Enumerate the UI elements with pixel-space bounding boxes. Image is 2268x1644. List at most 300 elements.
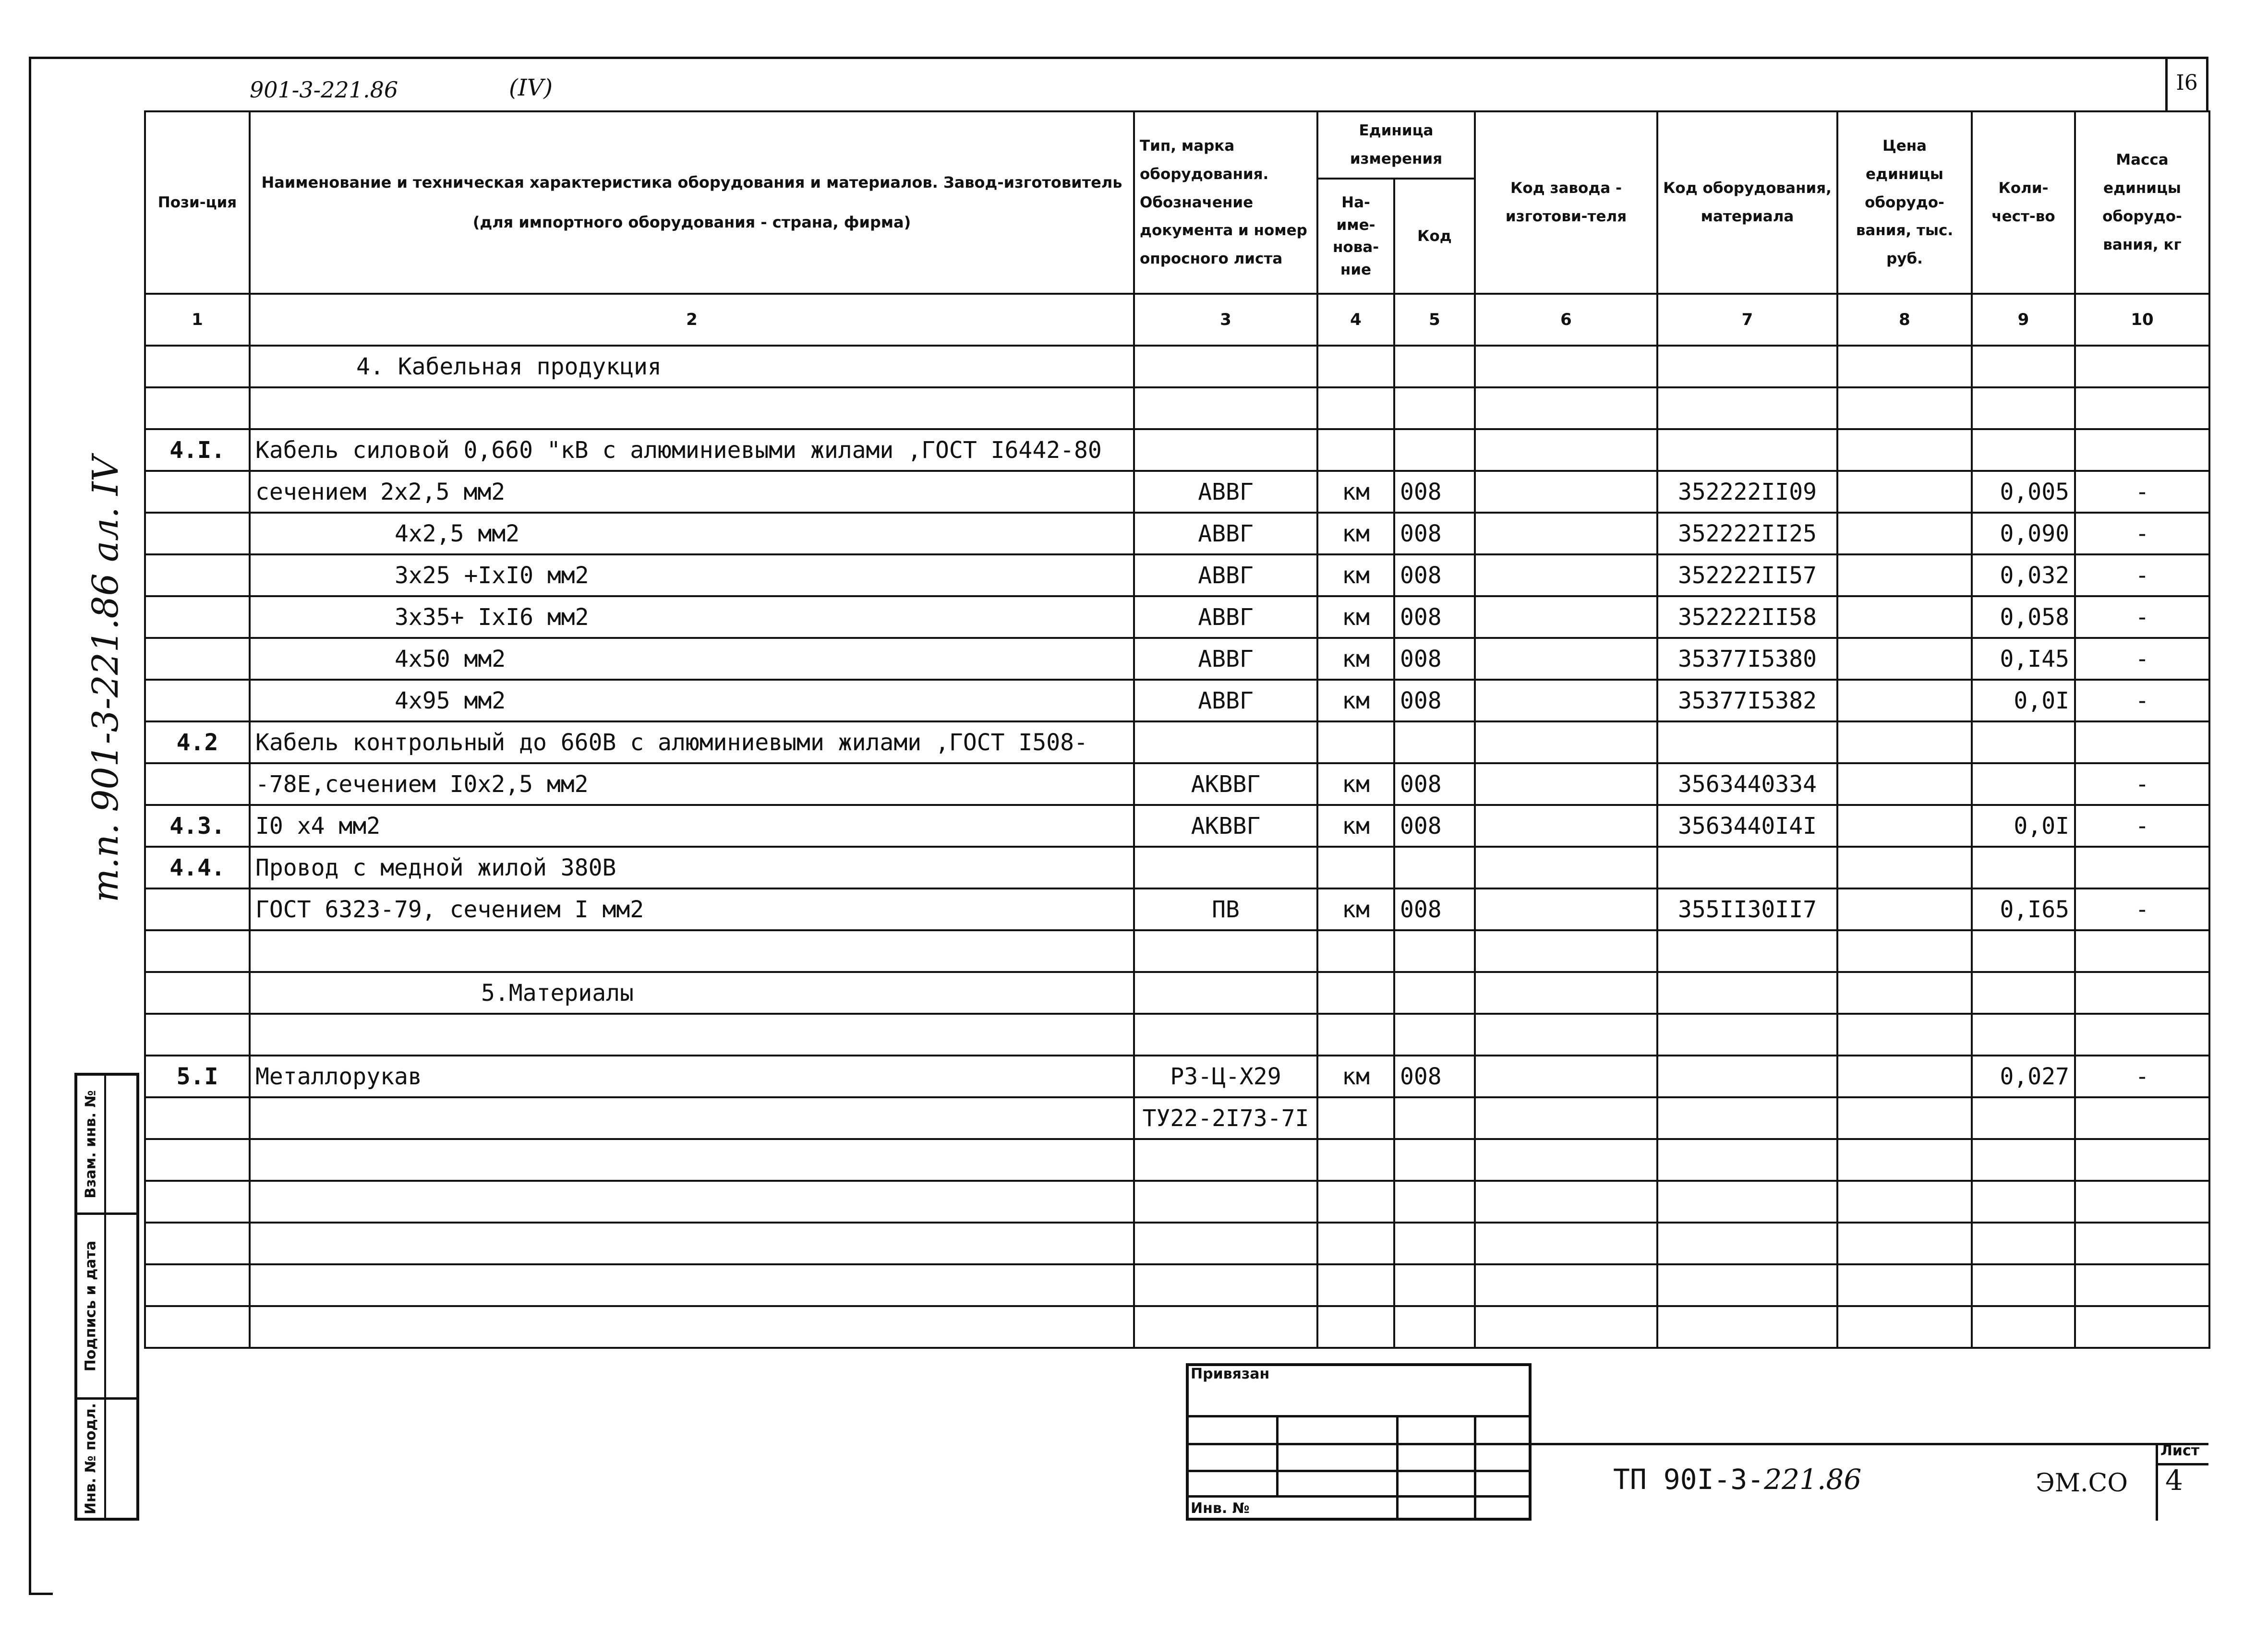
cell-material-code xyxy=(1657,346,1837,387)
cell-position: 4.I. xyxy=(145,429,250,471)
table-row xyxy=(145,387,2209,429)
cell-material-code: 352222II09 xyxy=(1657,471,1837,513)
cell-material-code xyxy=(1657,1056,1837,1097)
col-header-plant-code: Код завода - изготови-теля xyxy=(1475,111,1657,294)
cell-type xyxy=(1134,847,1317,888)
cell-unit: км xyxy=(1317,888,1394,930)
cell-quantity: 0,005 xyxy=(1972,471,2075,513)
cell-name: 4х2,5 мм2 xyxy=(250,513,1134,554)
cell-mass xyxy=(2075,847,2209,888)
table-row xyxy=(145,471,2209,513)
cell-type xyxy=(1134,346,1317,387)
cell-mass: - xyxy=(2075,1056,2209,1097)
cell-material-code xyxy=(1657,387,1837,429)
cell-type: АВВГ xyxy=(1134,554,1317,596)
title-block-line xyxy=(1186,1415,1532,1417)
cell-position xyxy=(145,1223,250,1264)
cell-material-code xyxy=(1657,429,1837,471)
cell-mass xyxy=(2075,1264,2209,1306)
cell-name: 4. Кабельная продукция xyxy=(250,346,1134,387)
cell-position xyxy=(145,972,250,1014)
cell-material-code xyxy=(1657,1181,1837,1223)
cell-position xyxy=(145,930,250,972)
cell-price xyxy=(1837,680,1972,721)
cell-quantity xyxy=(1972,763,2075,805)
cell-mass: - xyxy=(2075,888,2209,930)
cell-position xyxy=(145,1306,250,1348)
cell-mass xyxy=(2075,429,2209,471)
cell-unit-code: 008 xyxy=(1394,513,1475,554)
cell-unit xyxy=(1317,1097,1394,1139)
col-header-unit-mass: Масса единицы оборудо-вания, кг xyxy=(2075,111,2209,294)
cell-name: Провод с медной жилой 380В xyxy=(250,847,1134,888)
cell-plant-code xyxy=(1475,680,1657,721)
cell-name: 4х50 мм2 xyxy=(250,638,1134,680)
cell-price xyxy=(1837,763,1972,805)
table-row xyxy=(145,1306,2209,1348)
cell-type xyxy=(1134,1264,1317,1306)
cell-unit: км xyxy=(1317,680,1394,721)
cell-material-code: 355II30II7 xyxy=(1657,888,1837,930)
title-block-line xyxy=(1474,1415,1476,1521)
cell-material-code: 35377I5382 xyxy=(1657,680,1837,721)
cell-type: Р3-Ц-Х29 xyxy=(1134,1056,1317,1097)
col-number: 4 xyxy=(1317,294,1394,346)
cell-price xyxy=(1837,721,1972,763)
cell-type xyxy=(1134,1014,1317,1056)
cell-position: 4.3. xyxy=(145,805,250,847)
cell-price xyxy=(1837,1014,1972,1056)
cell-mass: - xyxy=(2075,680,2209,721)
col-header-quantity: Коли-чест-во xyxy=(1972,111,2075,294)
cell-unit xyxy=(1317,972,1394,1014)
cell-mass xyxy=(2075,1181,2209,1223)
cell-unit-code xyxy=(1394,1097,1475,1139)
cell-unit: км xyxy=(1317,1056,1394,1097)
title-block-top-line xyxy=(1532,1443,2208,1445)
cell-quantity xyxy=(1972,972,2075,1014)
cell-type: АВВГ xyxy=(1134,638,1317,680)
cell-unit-code xyxy=(1394,721,1475,763)
cell-price xyxy=(1837,930,1972,972)
cell-position: 5.I xyxy=(145,1056,250,1097)
cell-mass xyxy=(2075,1223,2209,1264)
cell-plant-code xyxy=(1475,1306,1657,1348)
cell-quantity xyxy=(1972,1223,2075,1264)
cell-unit-code xyxy=(1394,429,1475,471)
cell-name: Металлорукав xyxy=(250,1056,1134,1097)
cell-price xyxy=(1837,847,1972,888)
cell-unit-code: 008 xyxy=(1394,805,1475,847)
cell-unit-code: 008 xyxy=(1394,554,1475,596)
cell-plant-code xyxy=(1475,930,1657,972)
cell-unit-code: 008 xyxy=(1394,680,1475,721)
cell-quantity xyxy=(1972,1139,2075,1181)
cell-unit xyxy=(1317,1181,1394,1223)
doc-code-printed: ТП 90I-3- xyxy=(1613,1463,1764,1496)
cell-unit xyxy=(1317,1264,1394,1306)
cell-type: АВВГ xyxy=(1134,680,1317,721)
cell-plant-code xyxy=(1475,346,1657,387)
cell-plant-code xyxy=(1475,1097,1657,1139)
col-number: 6 xyxy=(1475,294,1657,346)
cell-unit-code: 008 xyxy=(1394,888,1475,930)
table-row xyxy=(145,1181,2209,1223)
cell-material-code xyxy=(1657,930,1837,972)
cell-plant-code xyxy=(1475,847,1657,888)
cell-position xyxy=(145,638,250,680)
cell-quantity xyxy=(1972,346,2075,387)
col-header-unit-price: Цена единицы оборудо-вания, тыс. руб. xyxy=(1837,111,1972,294)
cell-quantity: 0,I65 xyxy=(1972,888,2075,930)
cell-mass: - xyxy=(2075,513,2209,554)
table-row xyxy=(145,554,2209,596)
cell-price xyxy=(1837,1181,1972,1223)
cell-plant-code xyxy=(1475,387,1657,429)
cell-name xyxy=(250,1264,1134,1306)
cell-type xyxy=(1134,429,1317,471)
cell-plant-code xyxy=(1475,554,1657,596)
cell-mass xyxy=(2075,346,2209,387)
cell-name: сечением 2х2,5 мм2 xyxy=(250,471,1134,513)
cell-unit-code xyxy=(1394,387,1475,429)
table-row xyxy=(145,1014,2209,1056)
cell-unit xyxy=(1317,930,1394,972)
cell-type xyxy=(1134,1306,1317,1348)
cell-material-code xyxy=(1657,972,1837,1014)
cell-position xyxy=(145,346,250,387)
cell-quantity xyxy=(1972,721,2075,763)
cell-plant-code xyxy=(1475,763,1657,805)
cell-position: 4.2 xyxy=(145,721,250,763)
cell-position xyxy=(145,387,250,429)
cell-material-code xyxy=(1657,1264,1837,1306)
cell-material-code xyxy=(1657,847,1837,888)
cell-material-code xyxy=(1657,1014,1837,1056)
table-row xyxy=(145,1223,2209,1264)
cell-name xyxy=(250,1139,1134,1181)
cell-type xyxy=(1134,930,1317,972)
corner-page-number: I6 xyxy=(2165,57,2208,110)
cell-price xyxy=(1837,387,1972,429)
table-row xyxy=(145,680,2209,721)
cell-unit xyxy=(1317,1306,1394,1348)
col-number: 7 xyxy=(1657,294,1837,346)
table-row xyxy=(145,429,2209,471)
cell-type: АВВГ xyxy=(1134,471,1317,513)
cell-type xyxy=(1134,1139,1317,1181)
cell-unit-code xyxy=(1394,1181,1475,1223)
cell-type: АКВВГ xyxy=(1134,763,1317,805)
cell-name: I0 х4 мм2 xyxy=(250,805,1134,847)
cell-price xyxy=(1837,1056,1972,1097)
cell-position xyxy=(145,1264,250,1306)
col-number: 9 xyxy=(1972,294,2075,346)
cell-type xyxy=(1134,1223,1317,1264)
cell-mass: - xyxy=(2075,805,2209,847)
cell-unit: км xyxy=(1317,638,1394,680)
cell-material-code: 35377I5380 xyxy=(1657,638,1837,680)
cell-mass xyxy=(2075,930,2209,972)
cell-price xyxy=(1837,471,1972,513)
cell-price xyxy=(1837,596,1972,638)
cell-type xyxy=(1134,387,1317,429)
cell-quantity: 0,032 xyxy=(1972,554,2075,596)
cell-position xyxy=(145,1014,250,1056)
col-header-type: Тип, марка оборудования. Обозначение документа и номер опросного листа xyxy=(1134,111,1317,294)
table-row xyxy=(145,638,2209,680)
cell-quantity: 0,027 xyxy=(1972,1056,2075,1097)
cell-quantity xyxy=(1972,1264,2075,1306)
cell-quantity: 0,058 xyxy=(1972,596,2075,638)
cell-plant-code xyxy=(1475,888,1657,930)
header-doc-code: 901-3-221.86 xyxy=(250,77,398,103)
cell-unit: км xyxy=(1317,596,1394,638)
cell-unit: км xyxy=(1317,763,1394,805)
cell-plant-code xyxy=(1475,1181,1657,1223)
cell-quantity: 0,I45 xyxy=(1972,638,2075,680)
cell-mass xyxy=(2075,972,2209,1014)
cell-unit xyxy=(1317,1139,1394,1181)
cell-type: ПВ xyxy=(1134,888,1317,930)
sheet-number: 4 xyxy=(2165,1464,2183,1497)
cell-plant-code xyxy=(1475,429,1657,471)
cell-plant-code xyxy=(1475,596,1657,638)
title-block-line xyxy=(1186,1443,1532,1445)
cell-position xyxy=(145,763,250,805)
col-header-unit-name: На-име-нова-ние xyxy=(1317,179,1394,294)
title-block-line xyxy=(1396,1415,1399,1521)
cell-plant-code xyxy=(1475,1056,1657,1097)
table-row xyxy=(145,805,2209,847)
cell-mass xyxy=(2075,721,2209,763)
cell-unit-code: 008 xyxy=(1394,638,1475,680)
table-row xyxy=(145,763,2209,805)
cell-price xyxy=(1837,972,1972,1014)
cell-quantity: 0,0I xyxy=(1972,805,2075,847)
cell-unit xyxy=(1317,387,1394,429)
cell-name xyxy=(250,1306,1134,1348)
col-number: 8 xyxy=(1837,294,1972,346)
cell-unit xyxy=(1317,429,1394,471)
cell-quantity xyxy=(1972,1014,2075,1056)
cell-mass xyxy=(2075,1306,2209,1348)
cell-price xyxy=(1837,638,1972,680)
cell-price xyxy=(1837,554,1972,596)
cell-quantity xyxy=(1972,1181,2075,1223)
cell-name xyxy=(250,387,1134,429)
cell-unit xyxy=(1317,1014,1394,1056)
cell-name: 3х25 +IхI0 мм2 xyxy=(250,554,1134,596)
cell-quantity: 0,090 xyxy=(1972,513,2075,554)
cell-quantity xyxy=(1972,1306,2075,1348)
cell-position xyxy=(145,513,250,554)
cell-type: АВВГ xyxy=(1134,513,1317,554)
col-header-position: Пози-ция xyxy=(145,111,250,294)
cell-price xyxy=(1837,805,1972,847)
cell-material-code: 3563440334 xyxy=(1657,763,1837,805)
cell-quantity xyxy=(1972,847,2075,888)
col-number: 1 xyxy=(145,294,250,346)
cell-mass: - xyxy=(2075,638,2209,680)
col-header-material-code: Код оборудования, материала xyxy=(1657,111,1837,294)
cell-type: АКВВГ xyxy=(1134,805,1317,847)
cell-plant-code xyxy=(1475,972,1657,1014)
cell-material-code xyxy=(1657,1306,1837,1348)
cell-unit: км xyxy=(1317,554,1394,596)
title-block-line xyxy=(1186,1495,1532,1498)
cell-type xyxy=(1134,972,1317,1014)
table-row xyxy=(145,1139,2209,1181)
cell-plant-code xyxy=(1475,513,1657,554)
col-number: 5 xyxy=(1394,294,1475,346)
cell-unit-code: 008 xyxy=(1394,596,1475,638)
side-album-note: т.п. 901-3-221.86 ал. IV xyxy=(85,456,126,902)
cell-unit-code xyxy=(1394,1306,1475,1348)
cell-type: ТУ22-2I73-7I xyxy=(1134,1097,1317,1139)
cell-name: 3х35+ IхI6 мм2 xyxy=(250,596,1134,638)
cell-position xyxy=(145,1181,250,1223)
table-row xyxy=(145,847,2209,888)
cell-position: 4.4. xyxy=(145,847,250,888)
cell-price xyxy=(1837,1264,1972,1306)
cell-position xyxy=(145,554,250,596)
cell-position xyxy=(145,1139,250,1181)
strip-label-signature-date: Подпись и дата xyxy=(82,1240,99,1372)
cell-position xyxy=(145,888,250,930)
cell-mass: - xyxy=(2075,596,2209,638)
header-album-roman: (IV) xyxy=(509,74,553,101)
title-block-mark: ЭМ.СО xyxy=(2036,1469,2128,1498)
table-row xyxy=(145,888,2209,930)
cell-unit: км xyxy=(1317,513,1394,554)
cell-unit: км xyxy=(1317,805,1394,847)
cell-material-code xyxy=(1657,1139,1837,1181)
cell-name: Кабель силовой 0,660 "кВ с алюминиевыми жилами ,ГОСТ I6442-80 xyxy=(250,429,1134,471)
cell-price xyxy=(1837,888,1972,930)
specification-table xyxy=(144,110,2210,1349)
cell-price xyxy=(1837,429,1972,471)
cell-material-code: 3563440I4I xyxy=(1657,805,1837,847)
cell-material-code xyxy=(1657,1223,1837,1264)
cell-position xyxy=(145,596,250,638)
cell-quantity xyxy=(1972,1097,2075,1139)
col-header-name: Наименование и техническая характеристика оборудования и материалов. Завод-изготовитель (для импортного оборудования - страна, фирма) xyxy=(250,111,1134,294)
cell-unit: км xyxy=(1317,471,1394,513)
table-row xyxy=(145,1056,2209,1097)
cell-price xyxy=(1837,1223,1972,1264)
cell-unit xyxy=(1317,1223,1394,1264)
cell-unit xyxy=(1317,346,1394,387)
inv-number-label: Инв. № xyxy=(1191,1500,1250,1517)
col-number: 10 xyxy=(2075,294,2209,346)
strip-label-replace-inv: Взам. инв. № xyxy=(82,1090,99,1199)
cell-unit-code xyxy=(1394,847,1475,888)
cell-plant-code xyxy=(1475,471,1657,513)
cell-unit-code xyxy=(1394,972,1475,1014)
table-row xyxy=(145,1264,2209,1306)
cell-unit-code: 008 xyxy=(1394,763,1475,805)
cell-plant-code xyxy=(1475,1223,1657,1264)
cell-position xyxy=(145,1097,250,1139)
cell-plant-code xyxy=(1475,805,1657,847)
doc-code-handwritten: 221.86 xyxy=(1764,1463,1862,1496)
title-block-line xyxy=(1276,1415,1279,1496)
cell-name xyxy=(250,1014,1134,1056)
table-row xyxy=(145,346,2209,387)
cell-name xyxy=(250,1181,1134,1223)
left-border-line xyxy=(29,57,31,1593)
cell-mass xyxy=(2075,387,2209,429)
cell-quantity: 0,0I xyxy=(1972,680,2075,721)
strip-cell-inv-orig xyxy=(77,1400,136,1518)
cell-unit-code: 008 xyxy=(1394,1056,1475,1097)
cell-mass: - xyxy=(2075,554,2209,596)
table-row xyxy=(145,1097,2209,1139)
cell-name xyxy=(250,930,1134,972)
table-row xyxy=(145,721,2209,763)
cell-plant-code xyxy=(1475,1014,1657,1056)
col-header-unit-code: Код xyxy=(1394,179,1475,294)
table-row xyxy=(145,513,2209,554)
cell-name: -78Е,сечением I0х2,5 мм2 xyxy=(250,763,1134,805)
title-block-line xyxy=(1186,1470,1532,1472)
table-row xyxy=(145,596,2209,638)
cell-mass xyxy=(2075,1097,2209,1139)
cell-material-code: 352222II25 xyxy=(1657,513,1837,554)
cell-position xyxy=(145,471,250,513)
cell-mass xyxy=(2075,1014,2209,1056)
left-signature-strip xyxy=(74,1073,139,1521)
cell-material-code: 352222II58 xyxy=(1657,596,1837,638)
col-number: 2 xyxy=(250,294,1134,346)
cell-unit xyxy=(1317,847,1394,888)
cell-position xyxy=(145,680,250,721)
cell-type: АВВГ xyxy=(1134,596,1317,638)
sheet-label: Лист xyxy=(2160,1442,2200,1459)
cell-material-code: 352222II57 xyxy=(1657,554,1837,596)
table-row xyxy=(145,972,2209,1014)
cell-plant-code xyxy=(1475,638,1657,680)
privyazan-label: Привязан xyxy=(1191,1366,1270,1382)
col-number: 3 xyxy=(1134,294,1317,346)
table-row xyxy=(145,930,2209,972)
cell-unit-code xyxy=(1394,1223,1475,1264)
strip-cell-signature xyxy=(77,1215,136,1400)
cell-material-code xyxy=(1657,721,1837,763)
cell-plant-code xyxy=(1475,721,1657,763)
cell-price xyxy=(1837,1097,1972,1139)
cell-plant-code xyxy=(1475,1264,1657,1306)
cell-name: Кабель контрольный до 660В с алюминиевыми жилами ,ГОСТ I508- xyxy=(250,721,1134,763)
cell-mass xyxy=(2075,1139,2209,1181)
title-block-doc-code xyxy=(1613,1463,1861,1496)
cell-name: ГОСТ 6323-79, сечением I мм2 xyxy=(250,888,1134,930)
cell-unit-code xyxy=(1394,930,1475,972)
cell-mass: - xyxy=(2075,763,2209,805)
top-border-line xyxy=(29,57,2208,59)
cell-name xyxy=(250,1223,1134,1264)
cell-unit xyxy=(1317,721,1394,763)
cell-plant-code xyxy=(1475,1139,1657,1181)
cell-price xyxy=(1837,1139,1972,1181)
cell-price xyxy=(1837,513,1972,554)
specification-rows xyxy=(145,346,2209,1348)
cell-unit-code xyxy=(1394,1139,1475,1181)
cell-material-code xyxy=(1657,1097,1837,1139)
cell-quantity xyxy=(1972,930,2075,972)
cell-name: 5.Материалы xyxy=(250,972,1134,1014)
